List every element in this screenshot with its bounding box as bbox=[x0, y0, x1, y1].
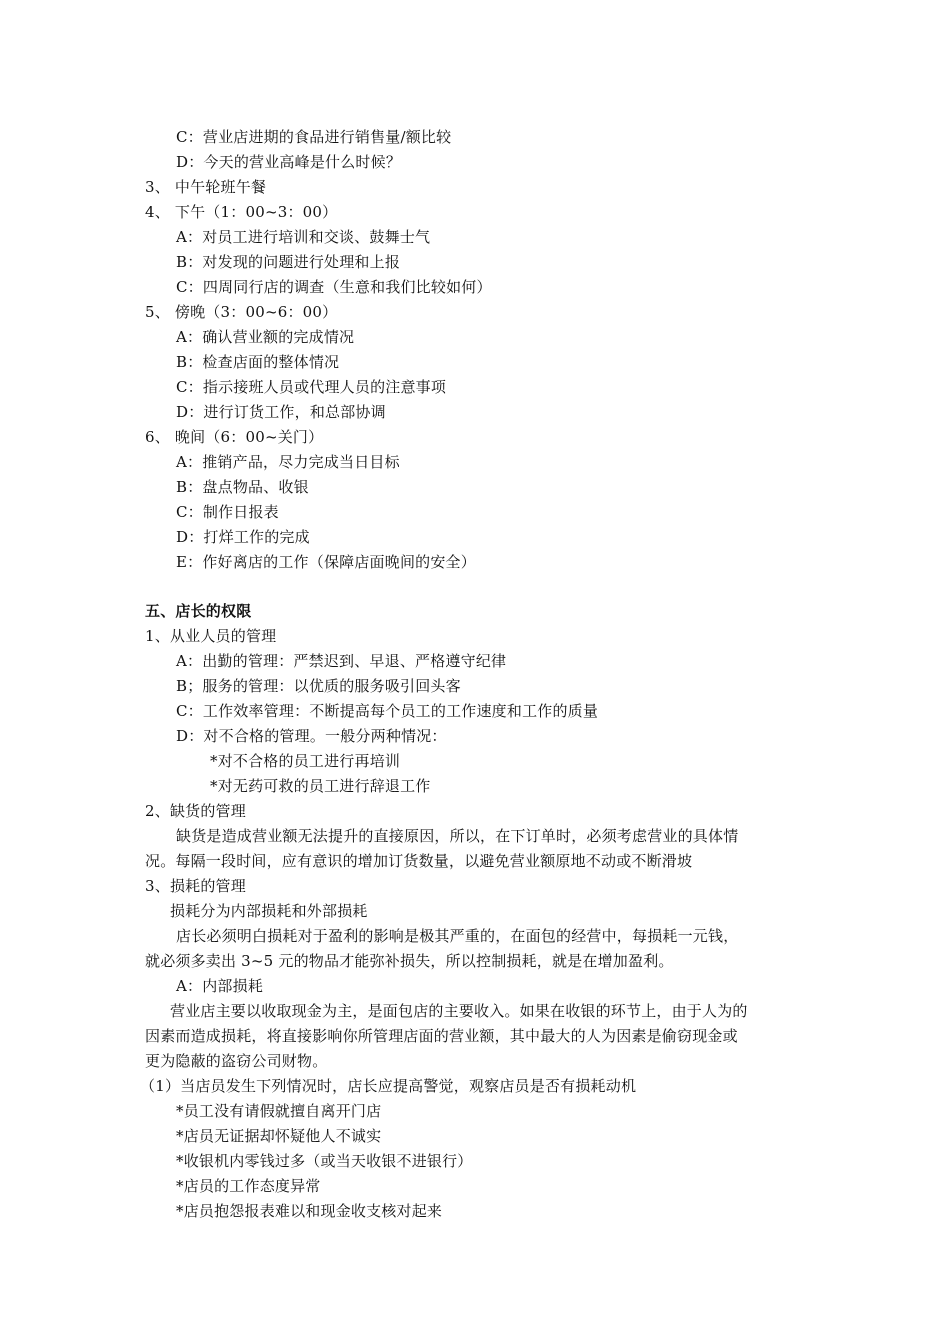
text-line: B：检查店面的整体情况 bbox=[176, 353, 340, 371]
text-line: B；服务的管理：以优质的服务吸引回头客 bbox=[176, 677, 461, 695]
list-item-number: 4、 下午（1：00~3：00） bbox=[145, 203, 338, 221]
text-line: （1）当店员发生下列情况时，店长应提高警觉，观察店员是否有损耗动机 bbox=[140, 1077, 637, 1095]
text-line: D：打烊工作的完成 bbox=[176, 528, 310, 546]
paragraph-line: 缺货是造成营业额无法提升的直接原因，所以，在下订单时，必须考虑营业的具体情 bbox=[176, 827, 739, 845]
text-line: E：作好离店的工作（保障店面晚间的安全） bbox=[176, 553, 476, 571]
text-line: C：四周同行店的调查（生意和我们比较如何） bbox=[176, 278, 492, 296]
list-item-number: 5、 傍晚（3：00~6：00） bbox=[145, 303, 338, 321]
text-line: A：对员工进行培训和交谈、鼓舞士气 bbox=[176, 228, 431, 246]
paragraph-line: 营业店主要以收取现金为主，是面包店的主要收入。如果在收银的环节上，由于人为的 bbox=[170, 1002, 748, 1020]
section-heading: 五、店长的权限 bbox=[145, 602, 252, 620]
paragraph-line: 因素而造成损耗，将直接影响你所管理店面的营业额，其中最大的人为因素是偷窃现金或 bbox=[145, 1027, 738, 1045]
text-line: C：制作日报表 bbox=[176, 503, 279, 521]
bullet-line: *收银机内零钱过多（或当天收银不进银行） bbox=[176, 1152, 473, 1170]
paragraph-line: 就必须多卖出 3~5 元的物品才能弥补损失，所以控制损耗，就是在增加盈利。 bbox=[145, 952, 674, 970]
text-line: C：指示接班人员或代理人员的注意事项 bbox=[176, 378, 447, 396]
text-line: A：内部损耗 bbox=[176, 977, 264, 995]
list-item-number: 3、 中午轮班午餐 bbox=[145, 178, 267, 196]
text-line: D：进行订货工作，和总部协调 bbox=[176, 403, 386, 421]
bullet-line: *员工没有请假就擅自离开门店 bbox=[176, 1102, 382, 1120]
text-line: B：对发现的问题进行处理和上报 bbox=[176, 253, 401, 271]
text-line: D：对不合格的管理。一般分两种情况： bbox=[176, 727, 447, 745]
bullet-line: *对不合格的员工进行再培训 bbox=[210, 752, 401, 770]
bullet-line: *店员的工作态度异常 bbox=[176, 1177, 321, 1195]
paragraph-line: 更为隐蔽的盗窃公司财物。 bbox=[145, 1052, 328, 1070]
list-item-number: 6、 晚间（6：00~关门） bbox=[145, 428, 324, 446]
subsection-heading: 2、缺货的管理 bbox=[145, 802, 246, 820]
paragraph-line: 损耗分为内部损耗和外部损耗 bbox=[170, 902, 368, 920]
bullet-line: *店员无证据却怀疑他人不诚实 bbox=[176, 1127, 382, 1145]
paragraph-line: 况。每隔一段时间，应有意识的增加订货数量，以避免营业额原地不动或不断滑坡 bbox=[145, 852, 693, 870]
text-line: C：工作效率管理：不断提高每个员工的工作速度和工作的质量 bbox=[176, 702, 599, 720]
text-line: A：出勤的管理：严禁迟到、早退、严格遵守纪律 bbox=[176, 652, 507, 670]
text-line: B：盘点物品、收银 bbox=[176, 478, 309, 496]
text-line: A：推销产品，尽力完成当日目标 bbox=[176, 453, 400, 471]
subsection-heading: 1、从业人员的管理 bbox=[145, 627, 277, 645]
bullet-line: *店员抱怨报表难以和现金收支核对起来 bbox=[176, 1202, 443, 1220]
text-line: A：确认营业额的完成情况 bbox=[176, 328, 355, 346]
paragraph-line: 店长必须明白损耗对于盈利的影响是极其严重的，在面包的经营中，每损耗一元钱， bbox=[176, 927, 739, 945]
subsection-heading: 3、损耗的管理 bbox=[145, 877, 246, 895]
text-line: C：营业店进期的食品进行销售量/额比较 bbox=[176, 128, 452, 146]
text-line: D：今天的营业高峰是什么时候？ bbox=[176, 153, 402, 171]
bullet-line: *对无药可救的员工进行辞退工作 bbox=[210, 777, 431, 795]
